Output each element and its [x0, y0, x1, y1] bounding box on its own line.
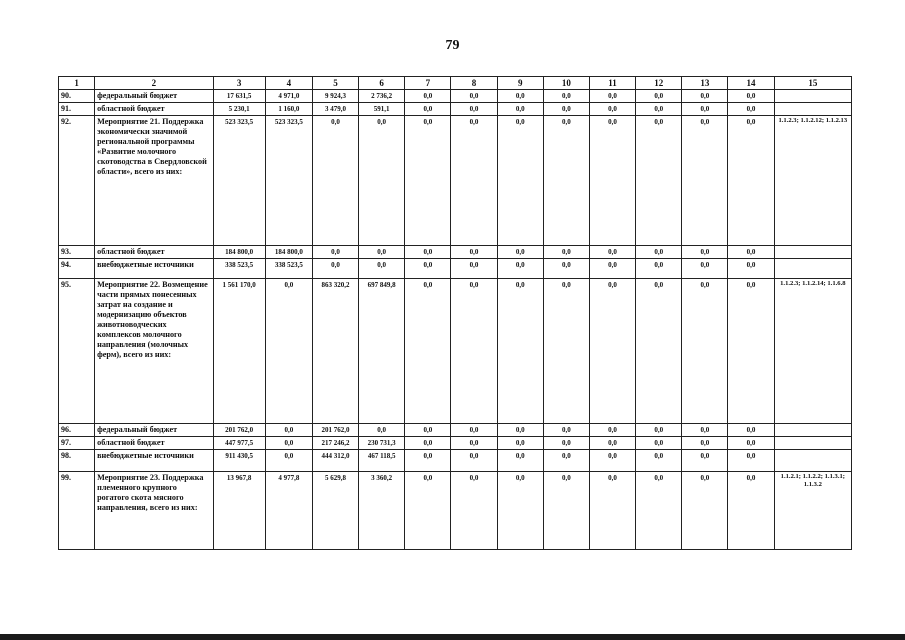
value-cell: 444 312,0 — [312, 450, 358, 472]
value-cell: 0,0 — [589, 259, 635, 279]
value-cell: 0,0 — [451, 472, 497, 550]
row-number: 91. — [59, 103, 95, 116]
row-name: областной бюджет — [95, 437, 213, 450]
value-cell: 1 561 170,0 — [213, 279, 265, 424]
value-cell: 0,0 — [682, 116, 728, 246]
value-cell: 217 246,2 — [312, 437, 358, 450]
value-cell: 0,0 — [636, 472, 682, 550]
value-cell: 0,0 — [405, 90, 451, 103]
row-name: областной бюджет — [95, 103, 213, 116]
value-cell: 0,0 — [405, 472, 451, 550]
row-code: 1.1.2.3; 1.1.2.12; 1.1.2.13 — [774, 116, 851, 246]
value-cell: 0,0 — [405, 103, 451, 116]
row-number: 96. — [59, 424, 95, 437]
row-code: 1.1.2.1; 1.1.2.2; 1.1.3.1; 1.1.3.2 — [774, 472, 851, 550]
value-cell: 0,0 — [543, 103, 589, 116]
value-cell: 523 323,5 — [265, 116, 312, 246]
value-cell: 0,0 — [636, 116, 682, 246]
budget-table — [58, 76, 852, 550]
value-cell: 0,0 — [728, 424, 774, 437]
value-cell: 0,0 — [543, 437, 589, 450]
row-number: 95. — [59, 279, 95, 424]
value-cell: 201 762,0 — [312, 424, 358, 437]
value-cell: 0,0 — [682, 424, 728, 437]
row-name: внебюджетные источники — [95, 259, 213, 279]
value-cell: 184 800,0 — [265, 246, 312, 259]
row-name: Мероприятие 23. Поддержка племенного крупного рогатого скота мясного направления, всего из них: — [95, 472, 213, 550]
header-cell: 15 — [774, 77, 851, 90]
value-cell: 0,0 — [497, 450, 543, 472]
value-cell: 3 360,2 — [359, 472, 405, 550]
row-name: федеральный бюджет — [95, 90, 213, 103]
value-cell: 0,0 — [451, 450, 497, 472]
value-cell: 0,0 — [543, 472, 589, 550]
table-row — [59, 472, 852, 550]
value-cell: 0,0 — [405, 259, 451, 279]
value-cell: 0,0 — [728, 246, 774, 259]
value-cell: 0,0 — [589, 437, 635, 450]
value-cell: 0,0 — [682, 259, 728, 279]
value-cell: 230 731,3 — [359, 437, 405, 450]
value-cell: 0,0 — [312, 246, 358, 259]
header-cell: 14 — [728, 77, 774, 90]
row-code — [774, 424, 851, 437]
value-cell: 0,0 — [543, 259, 589, 279]
value-cell: 13 967,8 — [213, 472, 265, 550]
value-cell: 523 323,5 — [213, 116, 265, 246]
value-cell: 0,0 — [405, 437, 451, 450]
scan-border — [0, 634, 905, 640]
value-cell: 0,0 — [497, 472, 543, 550]
value-cell: 0,0 — [497, 424, 543, 437]
header-cell: 12 — [636, 77, 682, 90]
row-name: областной бюджет — [95, 246, 213, 259]
value-cell: 0,0 — [405, 116, 451, 246]
value-cell: 0,0 — [451, 116, 497, 246]
value-cell: 0,0 — [497, 103, 543, 116]
row-number: 97. — [59, 437, 95, 450]
table-row — [59, 450, 852, 472]
value-cell: 0,0 — [497, 246, 543, 259]
value-cell: 0,0 — [497, 259, 543, 279]
value-cell: 0,0 — [636, 259, 682, 279]
value-cell: 0,0 — [265, 279, 312, 424]
value-cell: 0,0 — [682, 103, 728, 116]
value-cell: 0,0 — [682, 90, 728, 103]
table-row — [59, 437, 852, 450]
row-name: Мероприятие 22. Возмещение части прямых понесенных затрат на создание и модернизацию объектов животноводческих комплексов молочного направления (молочных ферм), всего из них: — [95, 279, 213, 424]
row-name: Мероприятие 21. Поддержка экономически значимой региональной программы «Развитие молочного скотоводства в Свердловской области», всего из них: — [95, 116, 213, 246]
value-cell: 0,0 — [265, 450, 312, 472]
row-code — [774, 246, 851, 259]
page-number: 79 — [445, 38, 460, 53]
value-cell: 0,0 — [359, 246, 405, 259]
value-cell: 0,0 — [636, 103, 682, 116]
row-code — [774, 437, 851, 450]
value-cell: 0,0 — [497, 90, 543, 103]
value-cell: 338 523,5 — [213, 259, 265, 279]
value-cell: 467 118,5 — [359, 450, 405, 472]
value-cell: 5 230,1 — [213, 103, 265, 116]
value-cell: 1 160,0 — [265, 103, 312, 116]
value-cell: 0,0 — [728, 279, 774, 424]
value-cell: 0,0 — [728, 90, 774, 103]
value-cell: 0,0 — [359, 424, 405, 437]
value-cell: 0,0 — [451, 279, 497, 424]
value-cell: 0,0 — [636, 246, 682, 259]
value-cell: 0,0 — [543, 246, 589, 259]
value-cell: 0,0 — [636, 279, 682, 424]
row-code: 1.1.2.3; 1.1.2.14; 1.1.6.8 — [774, 279, 851, 424]
value-cell: 0,0 — [636, 90, 682, 103]
value-cell: 0,0 — [451, 424, 497, 437]
header-cell: 8 — [451, 77, 497, 90]
value-cell: 0,0 — [265, 437, 312, 450]
value-cell: 0,0 — [497, 116, 543, 246]
value-cell: 4 977,8 — [265, 472, 312, 550]
table-row — [59, 90, 852, 103]
value-cell: 0,0 — [543, 424, 589, 437]
value-cell: 0,0 — [451, 437, 497, 450]
value-cell: 184 800,0 — [213, 246, 265, 259]
row-code — [774, 90, 851, 103]
row-code — [774, 259, 851, 279]
row-number: 98. — [59, 450, 95, 472]
value-cell: 0,0 — [636, 450, 682, 472]
table-body — [59, 90, 852, 550]
value-cell: 0,0 — [682, 437, 728, 450]
header-cell: 3 — [213, 77, 265, 90]
header-cell: 6 — [359, 77, 405, 90]
table-row — [59, 246, 852, 259]
value-cell: 0,0 — [728, 472, 774, 550]
value-cell: 0,0 — [728, 450, 774, 472]
value-cell: 0,0 — [497, 279, 543, 424]
value-cell: 4 971,0 — [265, 90, 312, 103]
table-row — [59, 259, 852, 279]
header-cell: 4 — [265, 77, 312, 90]
value-cell: 0,0 — [728, 116, 774, 246]
value-cell: 0,0 — [682, 279, 728, 424]
value-cell: 3 479,0 — [312, 103, 358, 116]
header-cell: 10 — [543, 77, 589, 90]
table-row — [59, 279, 852, 424]
row-name: федеральный бюджет — [95, 424, 213, 437]
value-cell: 0,0 — [589, 424, 635, 437]
value-cell: 0,0 — [589, 90, 635, 103]
value-cell: 0,0 — [405, 246, 451, 259]
value-cell: 0,0 — [312, 259, 358, 279]
value-cell: 0,0 — [451, 90, 497, 103]
value-cell: 0,0 — [451, 246, 497, 259]
value-cell: 0,0 — [589, 246, 635, 259]
row-number: 90. — [59, 90, 95, 103]
row-number: 93. — [59, 246, 95, 259]
table-row — [59, 424, 852, 437]
value-cell: 0,0 — [497, 437, 543, 450]
value-cell: 0,0 — [682, 472, 728, 550]
value-cell: 0,0 — [451, 103, 497, 116]
table-row — [59, 116, 852, 246]
value-cell: 5 629,8 — [312, 472, 358, 550]
row-code — [774, 450, 851, 472]
row-number: 94. — [59, 259, 95, 279]
value-cell: 2 736,2 — [359, 90, 405, 103]
value-cell: 0,0 — [682, 450, 728, 472]
value-cell: 0,0 — [451, 259, 497, 279]
value-cell: 0,0 — [589, 279, 635, 424]
value-cell: 0,0 — [589, 450, 635, 472]
header-row — [59, 77, 852, 90]
value-cell: 0,0 — [682, 246, 728, 259]
value-cell: 0,0 — [265, 424, 312, 437]
value-cell: 0,0 — [359, 259, 405, 279]
value-cell: 9 924,3 — [312, 90, 358, 103]
value-cell: 0,0 — [312, 116, 358, 246]
value-cell: 0,0 — [543, 116, 589, 246]
value-cell: 17 631,5 — [213, 90, 265, 103]
value-cell: 0,0 — [405, 279, 451, 424]
value-cell: 0,0 — [543, 450, 589, 472]
value-cell: 0,0 — [728, 103, 774, 116]
header-cell: 13 — [682, 77, 728, 90]
value-cell: 863 320,2 — [312, 279, 358, 424]
table-row — [59, 103, 852, 116]
header-cell: 1 — [59, 77, 95, 90]
value-cell: 0,0 — [359, 116, 405, 246]
value-cell: 0,0 — [543, 90, 589, 103]
value-cell: 911 430,5 — [213, 450, 265, 472]
value-cell: 0,0 — [589, 116, 635, 246]
header-cell: 7 — [405, 77, 451, 90]
value-cell: 0,0 — [636, 437, 682, 450]
row-name: внебюджетные источники — [95, 450, 213, 472]
header-cell: 9 — [497, 77, 543, 90]
value-cell: 201 762,0 — [213, 424, 265, 437]
value-cell: 0,0 — [405, 450, 451, 472]
value-cell: 591,1 — [359, 103, 405, 116]
value-cell: 0,0 — [589, 472, 635, 550]
row-number: 92. — [59, 116, 95, 246]
value-cell: 0,0 — [589, 103, 635, 116]
value-cell: 0,0 — [405, 424, 451, 437]
value-cell: 0,0 — [543, 279, 589, 424]
value-cell: 0,0 — [636, 424, 682, 437]
header-cell: 5 — [312, 77, 358, 90]
value-cell: 0,0 — [728, 437, 774, 450]
header-cell: 2 — [95, 77, 213, 90]
value-cell: 338 523,5 — [265, 259, 312, 279]
header-cell: 11 — [589, 77, 635, 90]
value-cell: 447 977,5 — [213, 437, 265, 450]
row-code — [774, 103, 851, 116]
value-cell: 697 849,8 — [359, 279, 405, 424]
value-cell: 0,0 — [728, 259, 774, 279]
row-number: 99. — [59, 472, 95, 550]
